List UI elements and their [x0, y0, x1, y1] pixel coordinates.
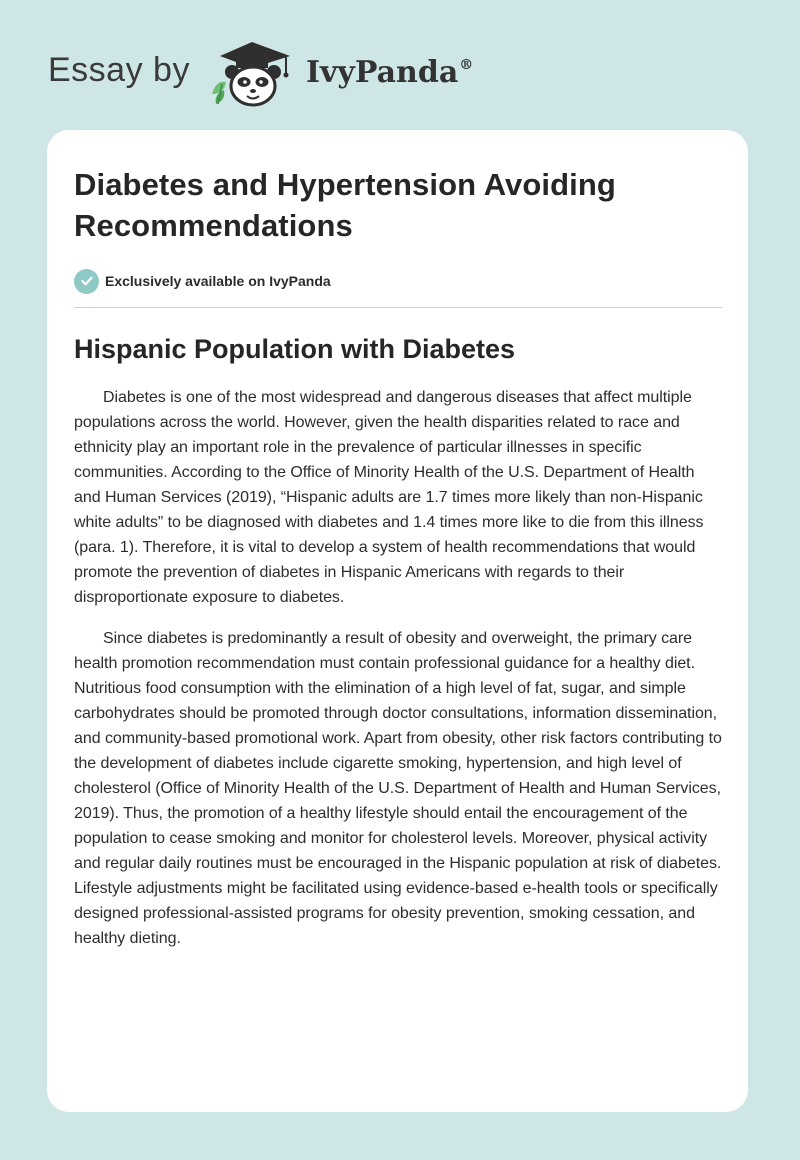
- page-title: Diabetes and Hypertension Avoiding Recommendations: [74, 167, 616, 243]
- brand-name-text: IvyPanda: [305, 54, 459, 90]
- panda-graduation-cap-logo-icon[interactable]: [206, 38, 298, 108]
- site-header: [48, 38, 473, 108]
- divider: [74, 307, 722, 308]
- exclusive-badge: [74, 268, 722, 294]
- check-icon: [74, 269, 99, 294]
- essay-by-label: Essay by: [48, 50, 190, 89]
- exclusive-label: Exclusively available on IvyPanda: [105, 273, 331, 289]
- registered-mark: ®: [459, 56, 474, 73]
- brand-name[interactable]: [306, 55, 473, 90]
- paragraph-1: Diabetes is one of the most widespread and dangerous diseases that affect multiple populations across the world. However, given the health disparities related to race and ethnicity play an important role in the prevalence of particular illnesses in specific communities. According to the Office of Minority Health of the U.S. Department of Health and Human Services (2019), “Hispanic adults are 1.7 times more likely than non-Hispanic white adults” to be diagnosed with diabetes and 1.4 times more like to die from this illness (para. 1). Therefore, it is vital to develop a system of health recommendations that would promote the prevention of diabetes in Hispanic Americans with regards to their disproportionate exposure to diabetes.: [74, 389, 704, 606]
- section-heading: Hispanic Population with Diabetes: [74, 334, 516, 364]
- essay-card: [47, 130, 748, 1112]
- paragraph-2: Since diabetes is predominantly a result of obesity and overweight, the primary care health promotion recommendation must contain professional guidance for a healthy diet. Nutritious food consumption with the elimination of a high level of fat, sugar, and simple carbohydrates should be promoted through doctor consultations, information dissemination, and community-based promotional work. Apart from obesity, other risk factors contributing to the development of diabetes include cigarette smoking, hypertension, and high level of cholesterol (Office of Minority Health of the U.S. Department of Health and Human Services, 2019). Thus, the promotion of a healthy lifestyle should entail the encouragement of the population to cease smoking and monitor for cholesterol levels. Moreover, physical activity and regular daily routines must be encouraged in the Hispanic population at risk of diabetes. Lifestyle adjustments might be facilitated using evidence-based e-health tools or specifically designed professional-assisted programs for obesity prevention, smoking cessation, and healthy dieting.: [74, 630, 722, 947]
